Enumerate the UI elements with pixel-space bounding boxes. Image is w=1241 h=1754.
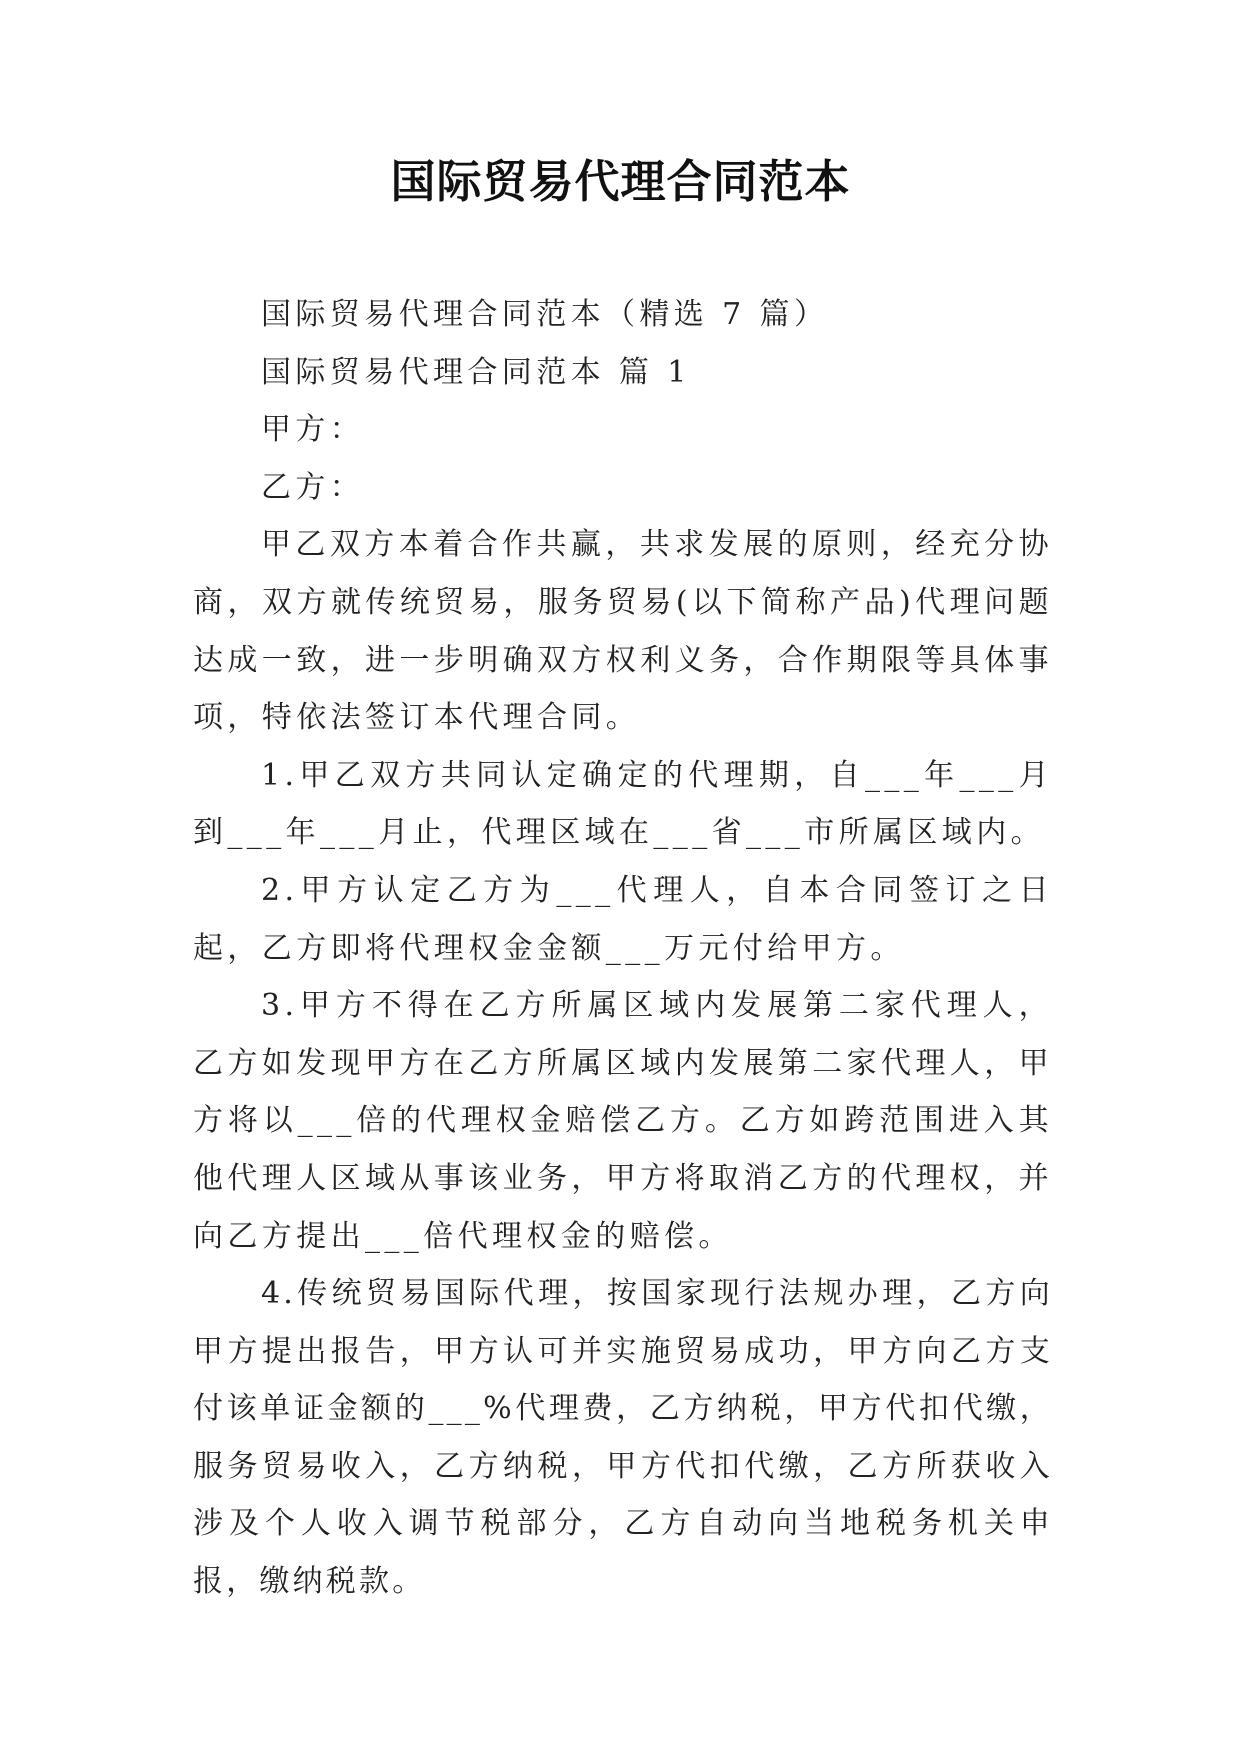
- clause-3: 3.甲方不得在乙方所属区域内发展第二家代理人，乙方如发现甲方在乙方所属区域内发展第二家代理人，甲方将以___倍的代理权金赔偿乙方。乙方如跨范围进入其他代理人区域从事该业务，甲方将取消乙方的代理权，并向乙方提出___倍代理权金的赔偿。: [193, 988, 1053, 1254]
- clause-4: 4.传统贸易国际代理，按国家现行法规办理，乙方向甲方提出报告，甲方认可并实施贸易成功，甲方向乙方支付该单证金额的___%代理费，乙方纳税，甲方代扣代缴，服务贸易收入，乙方纳税，甲方代扣代缴，乙方所获收入涉及个人收入调节税部分，乙方自动向当地税务机关申报，缴纳税款。: [193, 1276, 1053, 1600]
- preamble-paragraph: 甲乙双方本着合作共赢，共求发展的原则，经充分协商，双方就传统贸易，服务贸易(以下简称产品)代理问题达成一致，进一步明确双方权利义务，合作期限等具体事项，特依法签订本代理合同。: [193, 527, 1053, 736]
- subtitle-line: 国际贸易代理合同范本（精选 7 篇）: [261, 297, 829, 332]
- party-b-line: 乙方：: [261, 469, 365, 505]
- document-title: 国际贸易代理合同范本: [390, 155, 851, 208]
- document-body: [193, 286, 1053, 1611]
- party-a-line: 甲方：: [261, 412, 365, 448]
- clause-1: 1.甲乙双方共同认定确定的代理期，自___年___月到___年___月止，代理区域在___省___市所属区域内。: [193, 757, 1053, 851]
- section-heading: 国际贸易代理合同范本 篇 1: [261, 354, 691, 390]
- clause-2: 2.甲方认定乙方为___代理人，自本合同签订之日起，乙方即将代理权金金额___万元付给甲方。: [193, 872, 1053, 966]
